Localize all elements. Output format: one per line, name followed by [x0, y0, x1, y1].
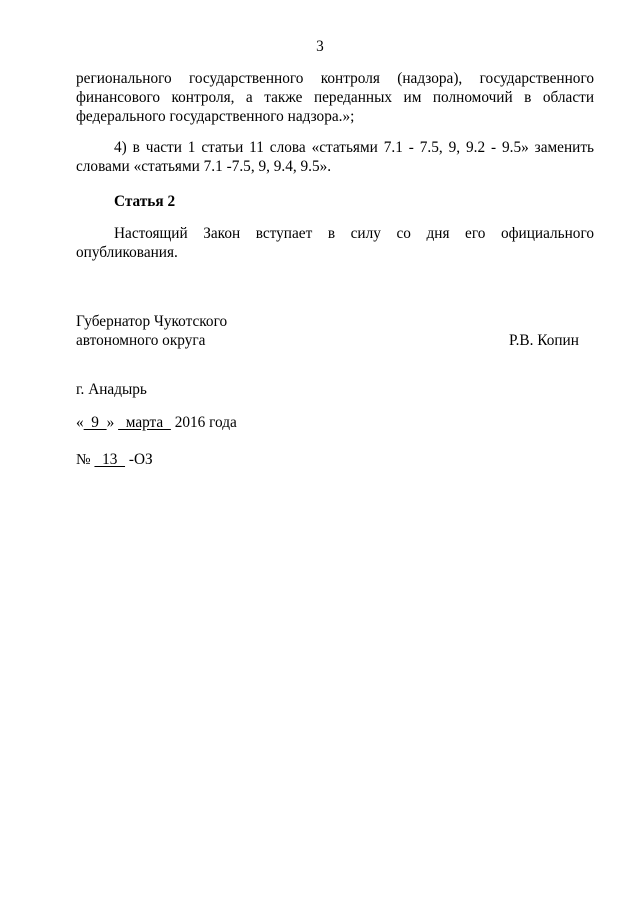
page-number: 3 — [316, 38, 324, 55]
paragraph-article-2: Настоящий Закон вступает в силу со дня его официального опубликования. — [76, 225, 594, 261]
date-close-quote: » — [106, 414, 115, 431]
paragraph-amendment-4: 4) в части 1 статьи 11 слова «статьями 7.1 - 7.5, 9, 9.2 - 9.5» заменить словами «статьями 7.1 -7.5, 9, 9.4, 9.5». — [76, 139, 594, 175]
signatory-name: Р.В. Копин — [509, 332, 579, 349]
place-of-signing: г. Анадырь — [76, 381, 147, 398]
signature-title-line1: Губернатор Чукотского — [76, 313, 228, 330]
date-month: марта — [118, 414, 171, 431]
signature-title-line2: автономного округа — [76, 332, 206, 349]
law-number — [76, 450, 153, 469]
signing-date — [76, 413, 237, 432]
signature-title — [76, 312, 227, 350]
article-heading: Статья 2 — [114, 193, 176, 210]
law-number-prefix: № — [76, 451, 91, 468]
law-number-value: 13 — [94, 451, 126, 468]
date-day: 9 — [83, 414, 107, 431]
paragraph-continuation: регионального государственного контроля (надзора), государственного финансового контроля, а также переданных им полномочий в области федерального государственного надзора.»; — [76, 70, 594, 125]
date-open-quote: « — [76, 414, 84, 431]
date-year: 2016 года — [174, 414, 237, 431]
law-number-suffix: -ОЗ — [128, 451, 153, 468]
